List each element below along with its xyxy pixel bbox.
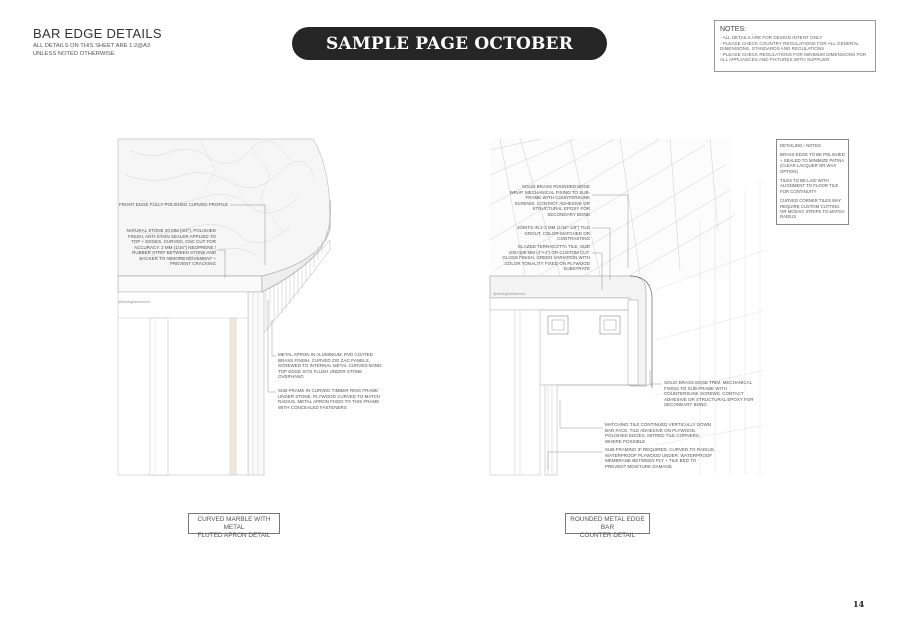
watermark: @thedigitalinteriors	[118, 300, 151, 304]
caption-line: FLUTED APRON DETAIL	[197, 532, 271, 539]
side-notes-box	[776, 139, 849, 225]
annotation: FRONT EDGE FULLY POLISHED CURVED PROFILE	[119, 202, 228, 207]
right-detail-caption	[565, 513, 650, 539]
sheet-title: BAR EDGE DETAILS	[33, 26, 162, 41]
annotation: JOINTS IN 2-3 MM (1/16"-1/8") TILE GROUT, COLOR-MATCHED OR CONTRASTING	[517, 225, 590, 241]
sheet-subtitle	[33, 42, 173, 58]
notes-line: - PLEASE CHECK COUNTRY REGULATIONS FOR ALL GENERAL DIMENSIONS, STANDARDS AND REGULATIONS	[720, 40, 859, 52]
notes-heading: NOTES:	[720, 26, 747, 33]
scale-note: ALL DETAILS ON THIS SHEET ARE 1:2@A3	[33, 43, 151, 49]
left-detail-caption	[188, 513, 280, 539]
notes-box	[714, 20, 876, 72]
notes-line: - PLEASE CHECK REGULATIONS FOR MINIMUM DIMENSIONS FOR ALL APPLIANCES AND FIXTURES WITH SUPPLIER	[720, 51, 867, 63]
annotation: SOLID BRASS EDGE TRIM. MECHANICAL FIXING TO SUB-FRAME WITH COUNTERSUNK SCREWS. CONTACT ADHESIVE OR STRUCTURAL EPOXY FOR SECONDARY BOND	[664, 380, 754, 407]
annotation: GLAZED TERRACOTTA TILE, SIZE 100×100 MM (4"×4") OR CUSTOM CUT. GLOSS FINISH, GREEN VARIATION WITH COLOR TONALITY FIXED ON PLYWOOD SUBSTRATE	[502, 244, 590, 271]
caption-line: CURVED MARBLE WITH METAL	[197, 516, 271, 531]
annotation: METAL APRON IN ALUMINIUM, PVD COATED BRASS FINISH. CURVED ZIG ZAG PANELS, SCREWED TO INTERNAL METAL CURVED BAND. TOP EDGE SITS FLUSH UNDER STONE OVERHANG	[278, 352, 383, 379]
annotation: NATURAL STONE 20 MM (3/4"), POLISHED FINISH, ANTI-STAIN SEALER APPLIED TO TOP + EDGES. CURVED, CNC CUT FOR ACCURACY. 2 MM (1/16") NEOPRENE / RUBBER STRIP BETWEEN STONE AND BACKER TO ABSORB MOVEMENT + PREVENT CRACKING	[126, 228, 216, 266]
watermark: @thedigitalinteriors	[493, 292, 526, 296]
annotation: SUB-FRAMING IF REQUIRED, CURVED TO RADIUS. WATERPROOF PLYWOOD UNDER. WATERPROOF MEMBRANE BETWEEN PLY + TILE BED TO PREVENT MOISTURE DAMAGE	[605, 447, 716, 469]
side-note: CURVED CORNER TILES MAY REQUIRE CUSTOM CUTTING OR MOSAIC STRIPS TO MATCH RADIUS	[780, 198, 845, 220]
annotation: MATCHING TILE CONTINUED VERTICALLY DOWN BAR FACE. TILE ADHESIVE ON PLYWOOD. POLISHED EDGES, MITRED TILE CORNERS WHERE POSSIBLE	[605, 422, 712, 444]
side-note: BRASS EDGE TO BE POLISHED + SEALED TO MINIMIZE PATINA (CLEAR LACQUER OR WAX OPTION)	[780, 152, 845, 174]
page-number: 14	[853, 599, 865, 609]
sheet-banner: SAMPLE PAGE OCTOBER	[292, 27, 607, 60]
side-note: TILES TO BE LAID WITH ALIGNMENT TO FLOOR TILE FOR CONTINUITY	[780, 178, 839, 194]
caption-line: COUNTER DETAIL	[579, 532, 636, 539]
annotation: SOLID BRASS ROUNDED EDGE WRAP. MECHANICAL FIXING TO SUB-FRAME WITH COUNTERSUNK SCREWS. CONTACT ADHESIVE OR STRUCTURAL EPOXY FOR SECONDARY BOND	[509, 184, 590, 217]
side-notes-heading: DETAILING / NOTES	[780, 143, 821, 148]
annotation: SUB-FRAME IN CURVED TIMBER RING FRAME UNDER STONE. PLYWOOD CURVED TO MATCH RADIUS. METAL APRON FIXED TO THIS FRAME WITH CONCEALED FASTENERS	[278, 388, 381, 410]
left-detail-drawing	[118, 139, 331, 475]
notes-line: - ALL DETAILS ARE FOR DESIGN INTENT ONLY	[720, 35, 823, 40]
caption-line: ROUNDED METAL EDGE BAR	[570, 516, 645, 531]
scale-note-2: UNLESS NOTED OTHERWISE	[33, 51, 115, 57]
